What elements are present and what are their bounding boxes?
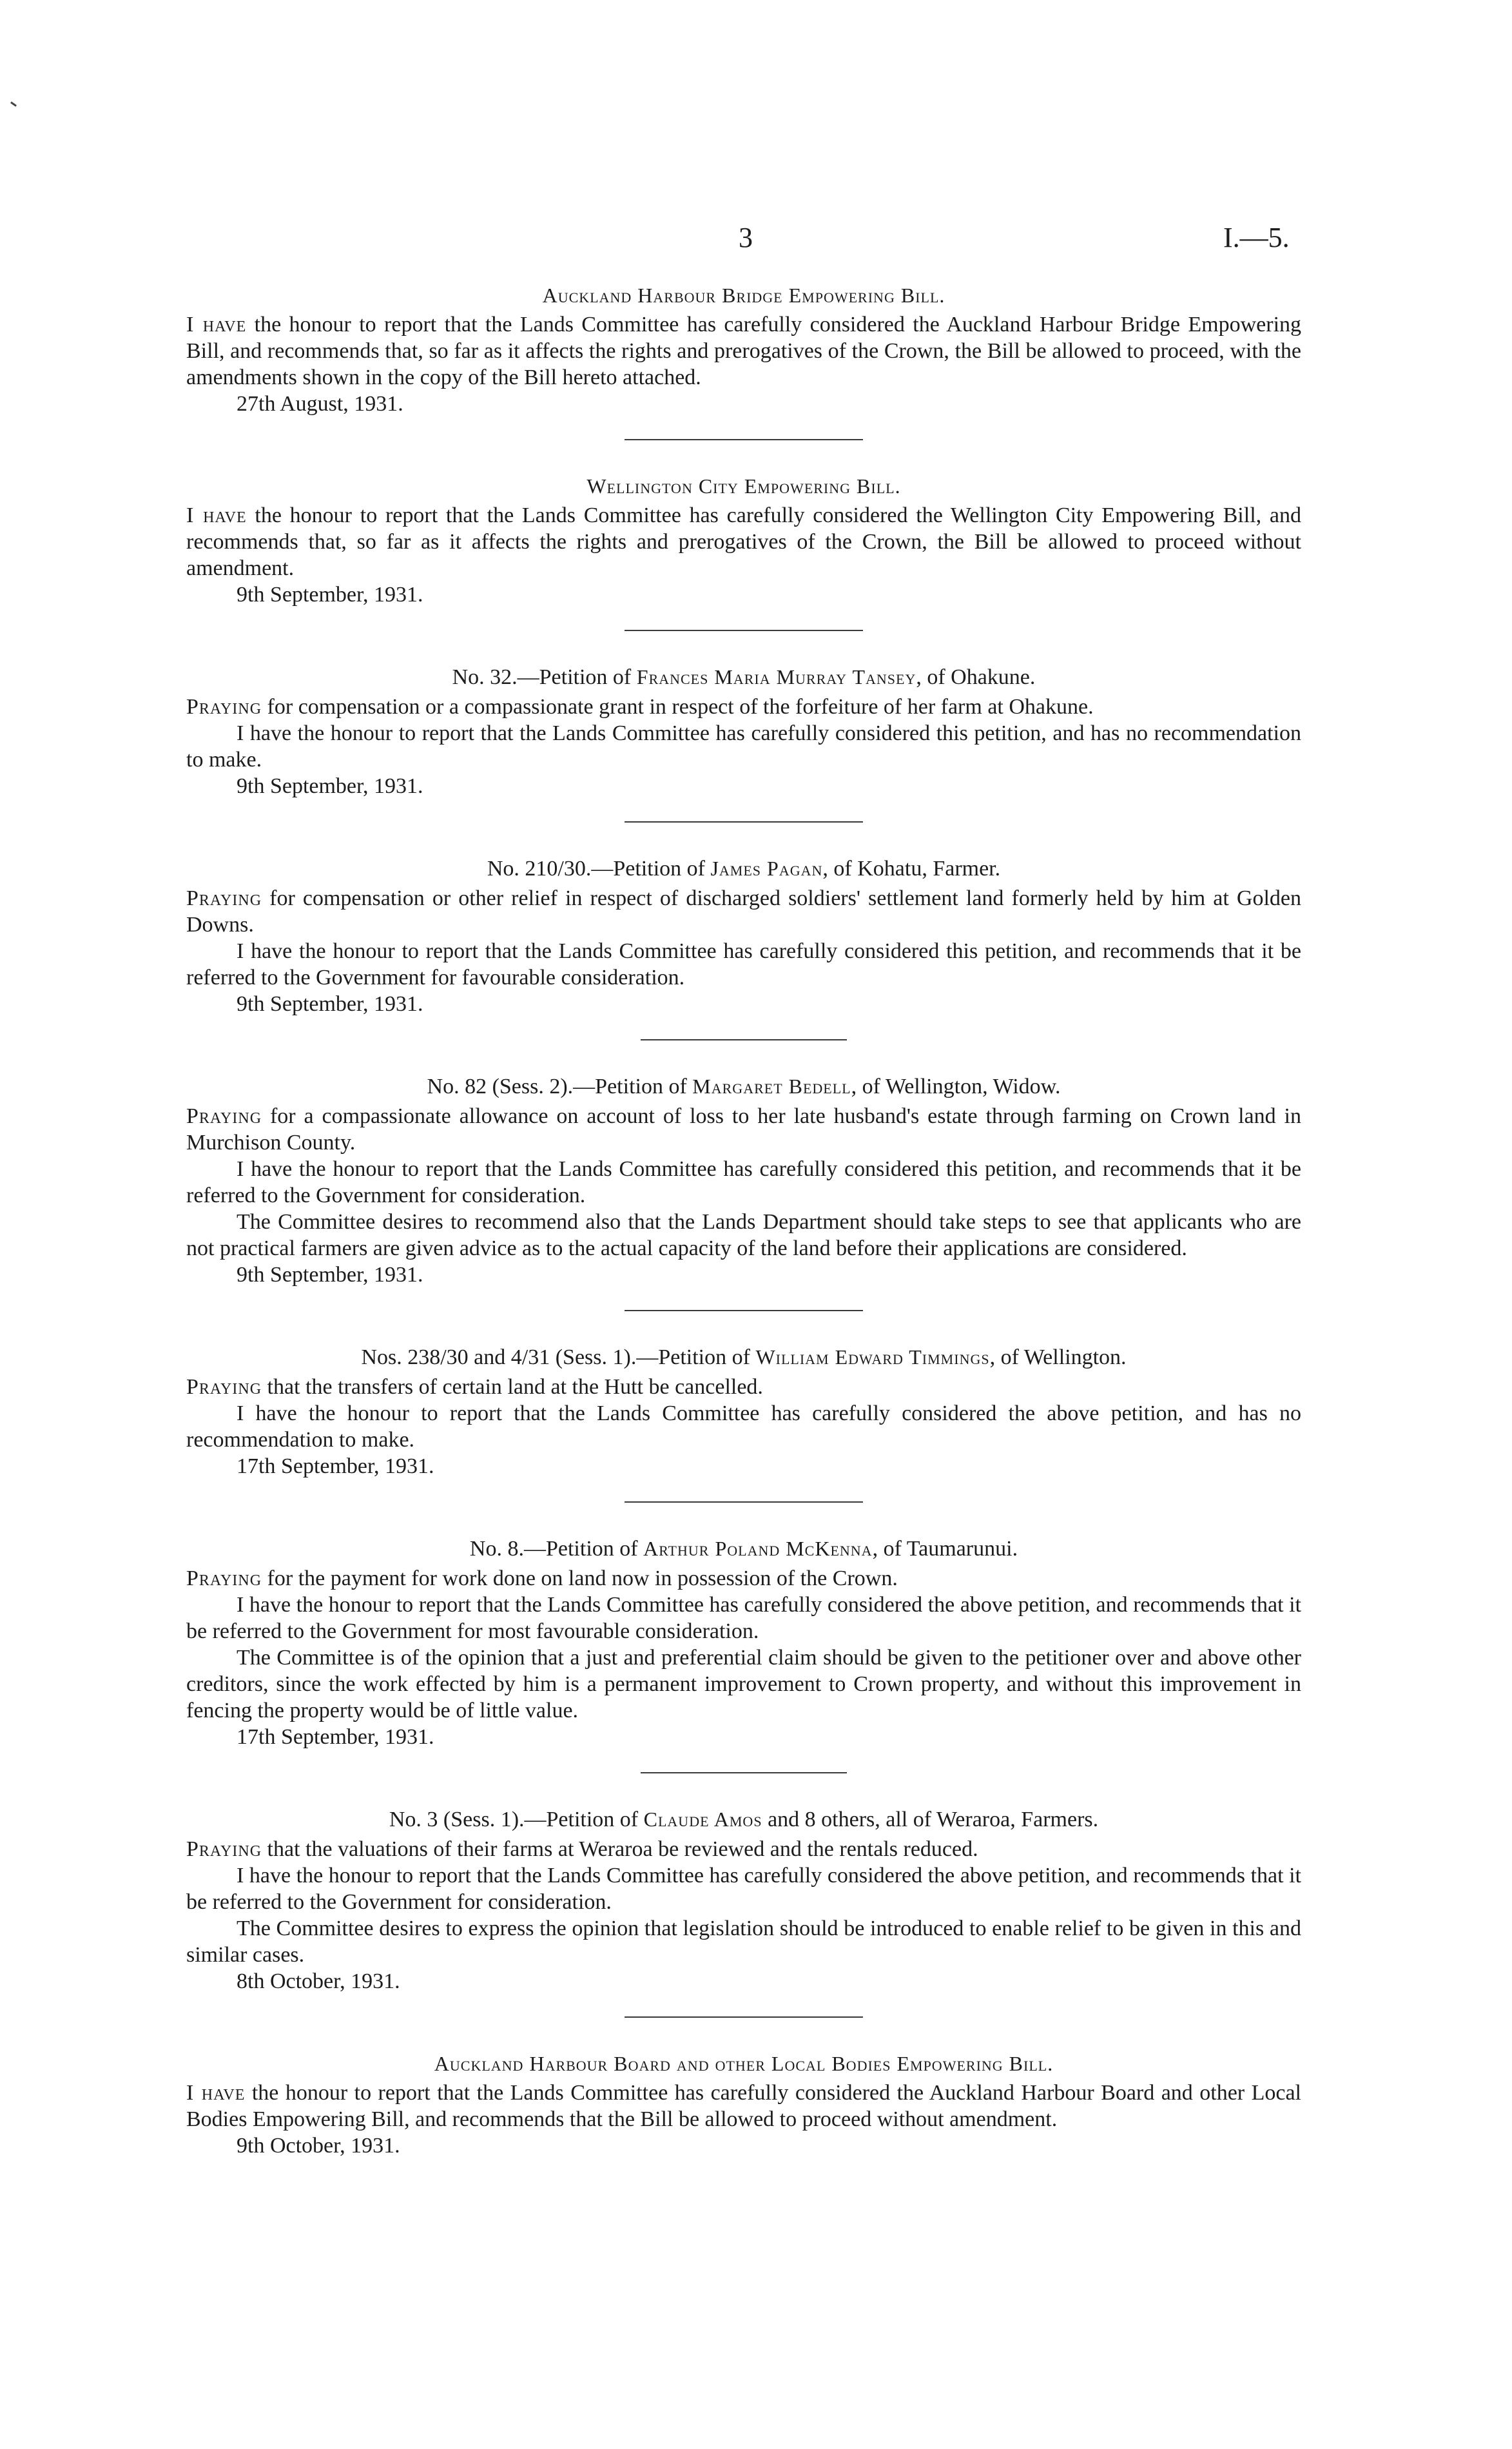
opinion-paragraph: The Committee is of the opinion that a just and preferential claim should be given to the petitioner over and above other creditors, since the work effected by him is a permanent improvement to Crown property, and without this improvement in fencing the property would be of little value.: [186, 1646, 1301, 1722]
petition-section: [186, 1806, 1301, 1995]
scan-mark: [10, 101, 17, 106]
document-body: [186, 282, 1301, 2159]
section-heading: Auckland Harbour Bridge Empowering Bill.: [542, 284, 945, 307]
section-divider: [641, 1772, 847, 1773]
petition-section: [186, 1535, 1301, 1750]
report-paragraph: I have the honour to report that the Lands Committee has carefully considered this petition, and recommends that it be referred to the Government for consideration.: [186, 1157, 1301, 1207]
report-date: 9th October, 1931.: [237, 2134, 400, 2158]
recommendation-paragraph: The Committee desires to recommend also that the Lands Department should take steps to see that applicants who are not practical farmers are given advice as to the actual capacity of the land before their applications are considered.: [186, 1210, 1301, 1260]
opinion-paragraph: The Committee desires to express the opinion that legislation should be introduced to enable relief to be given in this and similar cases.: [186, 1917, 1301, 1967]
section-divider: [641, 1039, 847, 1040]
petition-heading: No. 32.—Petition of Frances Maria Murray Tansey, of Ohakune.: [452, 665, 1036, 689]
petition-section: [186, 1073, 1301, 1288]
report-date: 9th September, 1931.: [237, 1263, 423, 1287]
report-section: [186, 282, 1301, 417]
prayer-paragraph: Praying for the payment for work done on land now in possession of the Crown.: [186, 1566, 898, 1590]
petition-heading: No. 82 (Sess. 2).—Petition of Margaret Bedell, of Wellington, Widow.: [427, 1075, 1061, 1098]
section-heading: Auckland Harbour Board and other Local Bodies Empowering Bill.: [434, 2052, 1054, 2075]
report-date: 8th October, 1931.: [237, 1969, 400, 1993]
report-paragraph: I have the honour to report that the Lands Committee has carefully considered the above petition, and recommends that it be referred to the Government for most favourable consideration.: [186, 1593, 1301, 1643]
petition-heading: No. 210/30.—Petition of James Pagan, of Kohatu, Farmer.: [487, 857, 1001, 881]
prayer-paragraph: Praying that the transfers of certain land at the Hutt be cancelled.: [186, 1375, 763, 1399]
report-paragraph: I have the honour to report that the Lands Committee has carefully considered this petition, and has no recommendation to make.: [186, 721, 1301, 772]
petition-section: [186, 663, 1301, 799]
petition-section: [186, 1343, 1301, 1479]
section-heading: Wellington City Empowering Bill.: [586, 474, 901, 498]
prayer-paragraph: Praying for compensation or other relief in respect of discharged soldiers' settlement land formerly held by him at Golden Downs.: [186, 886, 1301, 937]
prayer-paragraph: Praying that the valuations of their farms at Weraroa be reviewed and the rentals reduced.: [186, 1837, 978, 1861]
section-divider: [625, 1501, 863, 1503]
report-date: 17th September, 1931.: [237, 1725, 434, 1749]
petition-section: [186, 855, 1301, 1017]
petition-heading: No. 3 (Sess. 1).—Petition of Claude Amos and 8 others, all of Weraroa, Farmers.: [389, 1808, 1099, 1831]
petition-heading: Nos. 238/30 and 4/31 (Sess. 1).—Petition of William Edward Timmings, of Wellington.: [361, 1345, 1127, 1369]
petition-heading: No. 8.—Petition of Arthur Poland McKenna, of Taumarunui.: [469, 1537, 1018, 1561]
report-paragraph: I have the honour to report that the Lands Committee has carefully considered the Auckland Harbour Bridge Empowering Bill, and recommends that, so far as it affects the rights and prerogatives of the Crown, the Bill be allowed to proceed, with the amendments shown in the copy of the Bill hereto attached.: [186, 313, 1302, 389]
page-reference: I.—5.: [1223, 222, 1290, 253]
report-paragraph: I have the honour to report that the Lands Committee has carefully considered this petition, and recommends that it be referred to the Government for favourable consideration.: [186, 939, 1301, 990]
report-paragraph: I have the honour to report that the Lands Committee has carefully considered the above petition, and has no recommendation to make.: [186, 1401, 1301, 1452]
report-section: [186, 473, 1301, 608]
prayer-paragraph: Praying for a compassionate allowance on account of loss to her late husband's estate through farming on Crown land in Murchison County.: [186, 1104, 1301, 1155]
report-date: 9th September, 1931.: [237, 583, 423, 607]
report-paragraph: I have the honour to report that the Lands Committee has carefully considered the Wellington City Empowering Bill, and recommends that, so far as it affects the rights and prerogatives of the Crown, the Bill be allowed to proceed without amendment.: [186, 503, 1301, 580]
page-number: 3: [739, 222, 753, 253]
section-divider: [625, 821, 863, 823]
section-divider: [625, 1310, 863, 1311]
report-section: [186, 2050, 1301, 2159]
report-date: 9th September, 1931.: [237, 774, 423, 798]
report-date: 27th August, 1931.: [237, 392, 403, 416]
section-divider: [625, 439, 863, 440]
prayer-paragraph: Praying for compensation or a compassionate grant in respect of the forfeiture of her farm at Ohakune.: [186, 695, 1094, 719]
report-paragraph: I have the honour to report that the Lands Committee has carefully considered the Auckland Harbour Board and other Local Bodies Empowering Bill, and recommends that the Bill be allowed to proceed without amendment.: [186, 2081, 1301, 2131]
report-paragraph: I have the honour to report that the Lands Committee has carefully considered the above petition, and recommends that it be referred to the Government for consideration.: [186, 1864, 1301, 1914]
report-date: 9th September, 1931.: [237, 992, 423, 1016]
section-divider: [625, 2016, 863, 2018]
section-divider: [625, 630, 863, 631]
report-date: 17th September, 1931.: [237, 1454, 434, 1478]
